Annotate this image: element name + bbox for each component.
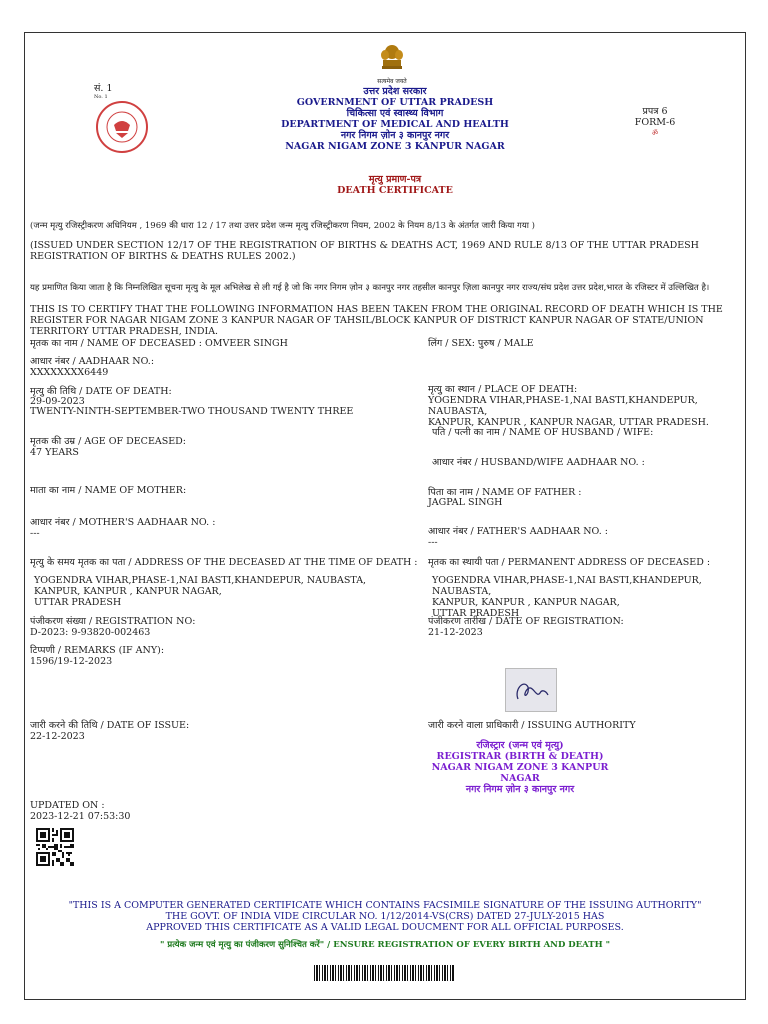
dept-name-hi: चिकित्सा एवं स्वास्थ्य विभाग bbox=[346, 108, 444, 119]
footer-note-1: "THIS IS A COMPUTER GENERATED CERTIFICATE WHICH CONTAINS FACSIMILE SIGNATURE OF THE ISSUING AUTHORITY" bbox=[68, 900, 702, 911]
mother-name-label: माता का नाम / NAME OF MOTHER: bbox=[30, 485, 187, 496]
form-mark: ॐ bbox=[651, 129, 659, 137]
national-emblem bbox=[368, 44, 416, 85]
permanent-address-value: YOGENDRA VIHAR,PHASE-1,NAI BASTI,KHANDEPUR, NAUBASTA, KANPUR, KANPUR , KANPUR NAGAR, UTTAR PRADESH bbox=[432, 575, 702, 619]
registration-date-value: 21-12-2023 bbox=[428, 627, 483, 638]
registrar-signature bbox=[505, 668, 557, 712]
aadhaar-label: आधार नंबर / AADHAAR NO.: bbox=[30, 356, 155, 367]
certificate-title-hi: मृत्यु प्रमाण-पत्र bbox=[368, 174, 422, 185]
updated-on-label: UPDATED ON : bbox=[30, 800, 105, 811]
date-of-issue-label: जारी करने की तिथि / DATE OF ISSUE: bbox=[30, 720, 190, 731]
issued-under-hi: (जन्म मृत्यु रजिस्ट्रीकरण अधिनियम , 1969 की धारा 12 / 17 तथा उत्तर प्रदेश जन्म मृत्यु रजिस्ट्रीकरण नियम, 2002 के नियम 8/13 के अंतर्गत जारी किया गया ) bbox=[30, 221, 535, 231]
emblem-motto: सत्यमेव जयते bbox=[377, 78, 407, 85]
address-value: YOGENDRA VIHAR,PHASE-1,NAI BASTI,KHANDEPUR, NAUBASTA, KANPUR, KANPUR , KANPUR NAGAR, UTTAR PRADESH bbox=[34, 575, 367, 608]
mother-aadhaar-value: --- bbox=[30, 528, 40, 539]
certify-statement-en: THIS IS TO CERTIFY THAT THE FOLLOWING INFORMATION HAS BEEN TAKEN FROM THE ORIGINAL RECORD OF DEATH WHICH IS THE REGISTER FOR NAGAR NIGAM ZONE 3 KANPUR NAGAR OF TAHSIL/BLOCK KANPUR OF DISTRICT KANPUR NAGAR OF STATE/UNION TERRITORY UTTAR PRADESH, INDIA. bbox=[30, 304, 723, 337]
registration-date-label: पंजीकरण तारीख / DATE OF REGISTRATION: bbox=[428, 616, 624, 627]
aadhaar-value: XXXXXXXX6449 bbox=[30, 367, 109, 378]
certify-statement-hi: यह प्रमाणित किया जाता है कि निम्नलिखित सूचना मृत्यु के मूल अभिलेख से ली गई है जो कि नगर निगम ज़ोन ३ कानपुर नगर तहसील कानपुर ज़िला कानपुर नगर राज्य/संघ प्रदेश उत्तर प्रदेश,भारत के रजिस्टर में उल्लिखित है। bbox=[30, 283, 710, 293]
footer-note-3: APPROVED THIS CERTIFICATE AS A VALID LEGAL DOUCMENT FOR ALL OFFICIAL PURPOSES. bbox=[146, 922, 624, 933]
barcode bbox=[314, 965, 454, 981]
date-of-death-value: 29-09-2023 bbox=[30, 396, 85, 407]
mother-aadhaar-label: आधार नंबर / MOTHER'S AADHAAR NO. : bbox=[30, 517, 216, 528]
remarks-label: टिप्पणी / REMARKS (IF ANY): bbox=[30, 645, 165, 656]
govt-name-hi: उत्तर प्रदेश सरकार bbox=[363, 86, 427, 97]
issuing-authority-label: जारी करने वाला प्राधिकारी / ISSUING AUTHORITY bbox=[428, 720, 636, 731]
remarks-value: 1596/19-12-2023 bbox=[30, 656, 113, 667]
date-of-death-label: मृत्यु की तिथि / DATE OF DEATH: bbox=[30, 386, 172, 397]
footer-note-2: THE GOVT. OF INDIA VIDE CIRCULAR NO. 1/12/2014-VS(CRS) DATED 27-JULY-2015 HAS bbox=[165, 911, 605, 922]
office-name-en: NAGAR NIGAM ZONE 3 KANPUR NAGAR bbox=[285, 141, 505, 152]
address-label: मृत्यु के समय मृतक का पता / ADDRESS OF THE DECEASED AT THE TIME OF DEATH : bbox=[30, 557, 418, 568]
issued-under-en: (ISSUED UNDER SECTION 12/17 OF THE REGISTRATION OF BIRTHS & DEATHS ACT, 1969 AND RULE 8/13 OF THE UTTAR PRADESH REGISTRATION OF BIRTHS & DEATHS RULES 2002.) bbox=[30, 240, 699, 262]
registrar-title-hi: रजिस्ट्रार (जन्म एवं मृत्यु) bbox=[476, 740, 564, 751]
date-of-death-words: TWENTY-NINTH-SEPTEMBER-TWO THOUSAND TWENTY THREE bbox=[30, 406, 354, 417]
registrar-office-hi: नगर निगम ज़ोन ३ कानपुर नगर bbox=[465, 784, 575, 795]
form-number-hi: प्रपत्र 6 bbox=[642, 106, 668, 117]
serial-number-en: No. 1 bbox=[94, 94, 108, 100]
serial-number-hi: सं. 1 bbox=[94, 83, 113, 94]
slogan bbox=[60, 940, 710, 951]
place-of-death-value: YOGENDRA VIHAR,PHASE-1,NAI BASTI,KHANDEPUR, NAUBASTA, KANPUR, KANPUR , KANPUR NAGAR, UTTAR PRADESH. bbox=[428, 395, 709, 428]
permanent-address-label: मृतक का स्थायी पता / PERMANENT ADDRESS OF DECEASED : bbox=[428, 557, 711, 568]
spouse-name-label: पति / पत्नी का नाम / NAME OF HUSBAND / WIFE: bbox=[432, 427, 654, 438]
ashoka-emblem-icon bbox=[379, 44, 405, 74]
dept-name-en: DEPARTMENT OF MEDICAL AND HEALTH bbox=[281, 119, 509, 130]
father-aadhaar-value: --- bbox=[428, 537, 438, 548]
slogan-hi: " प्रत्येक जन्म एवं मृत्यु का पंजीकरण सुनिश्चित करें" / bbox=[159, 940, 331, 950]
spouse-aadhaar-label: आधार नंबर / HUSBAND/WIFE AADHAAR NO. : bbox=[432, 457, 645, 468]
registration-no-value: D-2023: 9-93820-002463 bbox=[30, 627, 151, 638]
deceased-name-label: मृतक का नाम / NAME OF DECEASED : OMVEER SINGH bbox=[30, 338, 288, 349]
father-aadhaar-label: आधार नंबर / FATHER'S AADHAAR NO. : bbox=[428, 526, 608, 537]
office-name-hi: नगर निगम ज़ोन ३ कानपुर नगर bbox=[340, 130, 450, 141]
sex-label: लिंग / SEX: पुरुष / MALE bbox=[428, 338, 534, 349]
form-number-en: FORM-6 bbox=[634, 117, 676, 128]
updated-on-value: 2023-12-21 07:53:30 bbox=[30, 811, 131, 822]
up-govt-seal bbox=[96, 101, 148, 153]
certificate-title-en: DEATH CERTIFICATE bbox=[337, 185, 453, 196]
age-label: मृतक की उम्र / AGE OF DECEASED: bbox=[30, 436, 186, 447]
place-of-death-label: मृत्यु का स्थान / PLACE OF DEATH: bbox=[428, 384, 578, 395]
age-value: 47 YEARS bbox=[30, 447, 79, 458]
father-name-label: पिता का नाम / NAME OF FATHER : bbox=[428, 487, 582, 498]
father-name-value: JAGPAL SINGH bbox=[428, 497, 503, 508]
qr-code bbox=[36, 828, 74, 866]
registrar-office-en: NAGAR NIGAM ZONE 3 KANPUR NAGAR bbox=[431, 762, 609, 784]
registrar-title-en: REGISTRAR (BIRTH & DEATH) bbox=[436, 751, 604, 762]
govt-name-en: GOVERNMENT OF UTTAR PRADESH bbox=[296, 97, 494, 108]
slogan-en: ENSURE REGISTRATION OF EVERY BIRTH AND DEATH " bbox=[333, 940, 611, 950]
date-of-issue-value: 22-12-2023 bbox=[30, 731, 85, 742]
registration-no-label: पंजीकरण संख्या / REGISTRATION NO: bbox=[30, 616, 196, 627]
